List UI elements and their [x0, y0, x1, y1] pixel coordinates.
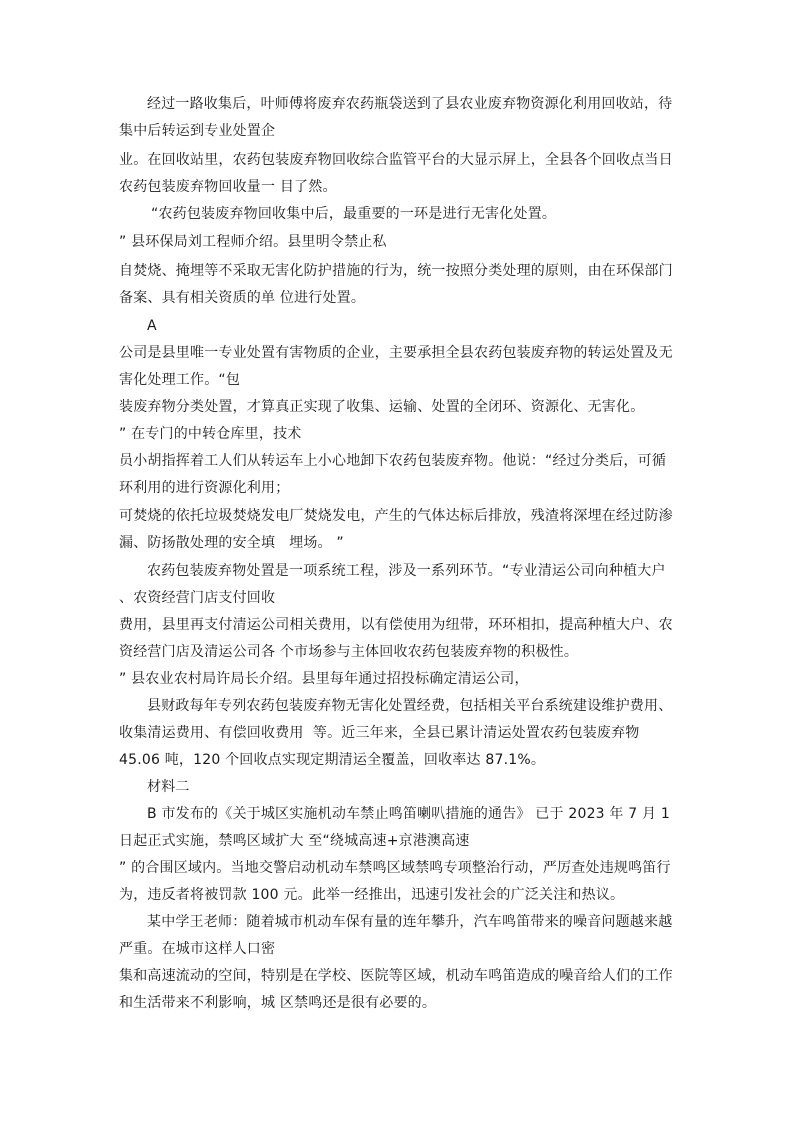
- text-line: 农药包装废弃物回收量一 目了然。: [119, 179, 337, 195]
- section-heading: 材料二: [147, 779, 190, 795]
- text-line: ” 的合围区域内。当地交警启动机动车禁鸣区域禁鸣专项整治行动，严厉查处违规鸣笛行: [119, 860, 671, 876]
- text-line: 害化处理工作。“包: [119, 372, 241, 388]
- text-line: 可焚烧的依托垃圾焚烧发电厂焚烧发电，产生的气体达标后排放，残渣将深埋在经过防渗: [119, 508, 673, 524]
- text-line: 装废弃物分类处置，才算真正实现了收集、运输、处置的全闭环、资源化、无害化。: [119, 399, 645, 415]
- text-line: 资经营门店及清运公司各 个市场参与主体回收农药包装废弃物的积极性。: [119, 644, 579, 660]
- text-line: 环利用的进行资源化利用；: [119, 480, 290, 496]
- text-line: 备案、具有相关资质的单 位进行处置。: [119, 290, 366, 306]
- text-line: ” 县农业农村局许局长介绍。县里每年通过招投标确定清运公司，: [119, 671, 529, 687]
- text-line: “农药包装废弃物回收集中后，最重要的一环是进行无害化处置。: [151, 206, 557, 222]
- text-line: 为，违反者将被罚款 100 元。此举一经推出，迅速引发社会的广泛关注和热议。: [119, 887, 625, 903]
- text-line: 严重。在城市这样人口密: [119, 941, 276, 957]
- text-line: 农药包装废弃物处置是一项系统工程，涉及一系列环节。“专业清运公司向种植大户: [147, 563, 666, 579]
- text-line: 某中学王老师：随着城市机动车保有量的连年攀升，汽车鸣笛带来的噪音问题越来越: [147, 914, 673, 930]
- text-line: 和生活带来不利影响，城 区禁鸣还是很有必要的。: [119, 995, 437, 1011]
- text-line: 县财政每年专列农药包装废弃物无害化处置经费，包括相关平台系统建设维护费用、: [147, 698, 673, 714]
- text-line: 员小胡指挥着工人们从转运车上小心地卸下农药包装废弃物。他说：“经过分类后，可循: [119, 453, 667, 469]
- text-line: 费用，县里再支付清运公司相关费用，以有偿使用为纽带，环环相扣，提高种植大户、农: [119, 617, 673, 633]
- text-line: 集中后转运到专业处置企: [119, 123, 276, 139]
- text-line: B 市发布的《关于城区实施机动车禁止鸣笛喇叭措施的通告》 已于 2023 年 7 月 1: [147, 806, 670, 822]
- text-line: 45.06 吨，120 个回收点实现定期清运全覆盖，回收率达 87.1%。: [119, 752, 546, 768]
- text-line: 集和高速流动的空间，特别是在学校、医院等区域，机动车鸣笛造成的噪音给人们的工作: [119, 968, 673, 984]
- text-line: 、农资经营门店支付回收: [119, 590, 276, 606]
- text-line: A: [147, 318, 157, 334]
- text-line: 收集清运费用、有偿回收费用 等。近三年来，全县已累计清运处置农药包装废弃物: [119, 725, 640, 741]
- text-line: ” 在专门的中转仓库里，技术: [119, 426, 302, 442]
- text-line: 漏、防扬散处理的安全填 埋场。 ”: [119, 535, 344, 551]
- text-line: ” 县环保局刘工程师介绍。县里明令禁止私: [119, 234, 387, 250]
- text-line: 业。在回收站里，农药包装废弃物回收综合监管平台的大显示屏上，全县各个回收点当日: [119, 152, 673, 168]
- text-line: 经过一路收集后，叶师傅将废弃农药瓶袋送到了县农业废弃物资源化利用回收站，待: [147, 96, 673, 112]
- text-line: 公司是县里唯一专业处置有害物质的企业，主要承担全县农药包装废弃物的转运处置及无: [119, 345, 673, 361]
- text-line: 自焚烧、掩埋等不采取无害化防护措施的行为，统一按照分类处理的原则，由在环保部门: [119, 263, 673, 279]
- text-line: 日起正式实施，禁鸣区域扩大 至“绕城高速+京港澳高速: [119, 833, 470, 849]
